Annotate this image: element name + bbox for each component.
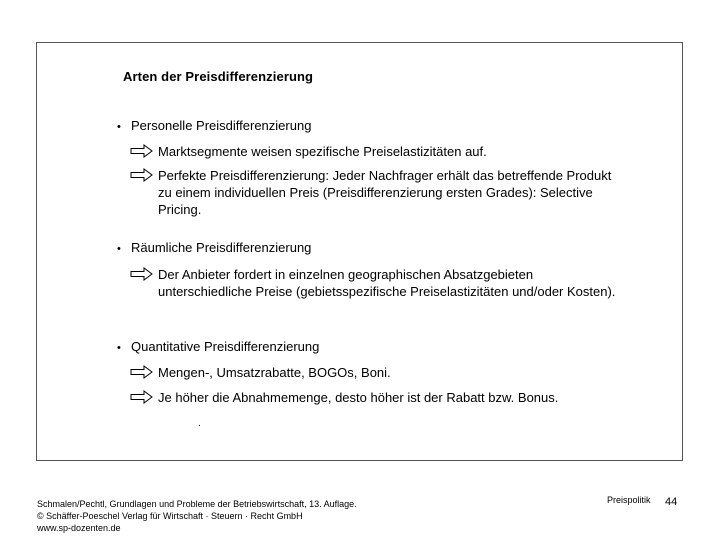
- section-personelle: [117, 118, 311, 133]
- item-text: Je höher die Abnahmemenge, desto höher ist der Rabatt bzw. Bonus.: [158, 390, 559, 405]
- bullet: •: [117, 342, 121, 354]
- footer-line: Schmalen/Pechtl, Grundlagen und Probleme der Betriebswirtschaft, 13. Auflage.: [37, 499, 357, 509]
- page-number: 44: [665, 496, 678, 508]
- item-text: Mengen-, Umsatzrabatte, BOGOs, Boni.: [158, 365, 391, 380]
- bullet: •: [117, 243, 121, 255]
- footer-line: © Schäffer-Poeschel Verlag für Wirtschaft · Steuern · Recht GmbH: [37, 511, 303, 521]
- footer-topic: Preispolitik: [607, 495, 651, 505]
- list-item: [130, 389, 628, 406]
- item-text: Marktsegmente weisen spezifische Preiselastizitäten auf.: [158, 144, 487, 159]
- section-heading: Personelle Preisdifferenzierung: [131, 118, 312, 133]
- list-item: [130, 364, 628, 381]
- trailing-dot: .: [198, 418, 201, 429]
- list-item: [130, 266, 628, 300]
- right-arrow-outline-icon: [130, 167, 158, 184]
- section-heading: Räumliche Preisdifferenzierung: [131, 240, 312, 255]
- bullet: •: [117, 121, 121, 133]
- right-arrow-outline-icon: [130, 143, 158, 160]
- section-quantitative: [117, 339, 319, 354]
- section-raeumliche: [117, 240, 311, 255]
- footer-link[interactable]: www.sp-dozenten.de: [37, 523, 121, 533]
- item-text: Perfekte Preisdifferenzierung: Jeder Nachfrager erhält das betreffende Produkt zu einem individuellen Preis (Preisdifferenzierung ersten Grades): Selective Pricing.: [158, 168, 612, 217]
- list-item: [130, 167, 628, 218]
- footer-citation: [37, 498, 357, 534]
- list-item: [130, 143, 628, 160]
- right-arrow-outline-icon: [130, 389, 158, 406]
- right-arrow-outline-icon: [130, 364, 158, 381]
- section-heading: Quantitative Preisdifferenzierung: [131, 339, 320, 354]
- item-text: Der Anbieter fordert in einzelnen geographischen Absatzgebieten unterschiedliche Preise (gebietsspezifische Preiselastizitäten und/oder Kosten).: [158, 267, 616, 299]
- right-arrow-outline-icon: [130, 266, 158, 283]
- slide-title: Arten der Preisdifferenzierung: [123, 69, 314, 84]
